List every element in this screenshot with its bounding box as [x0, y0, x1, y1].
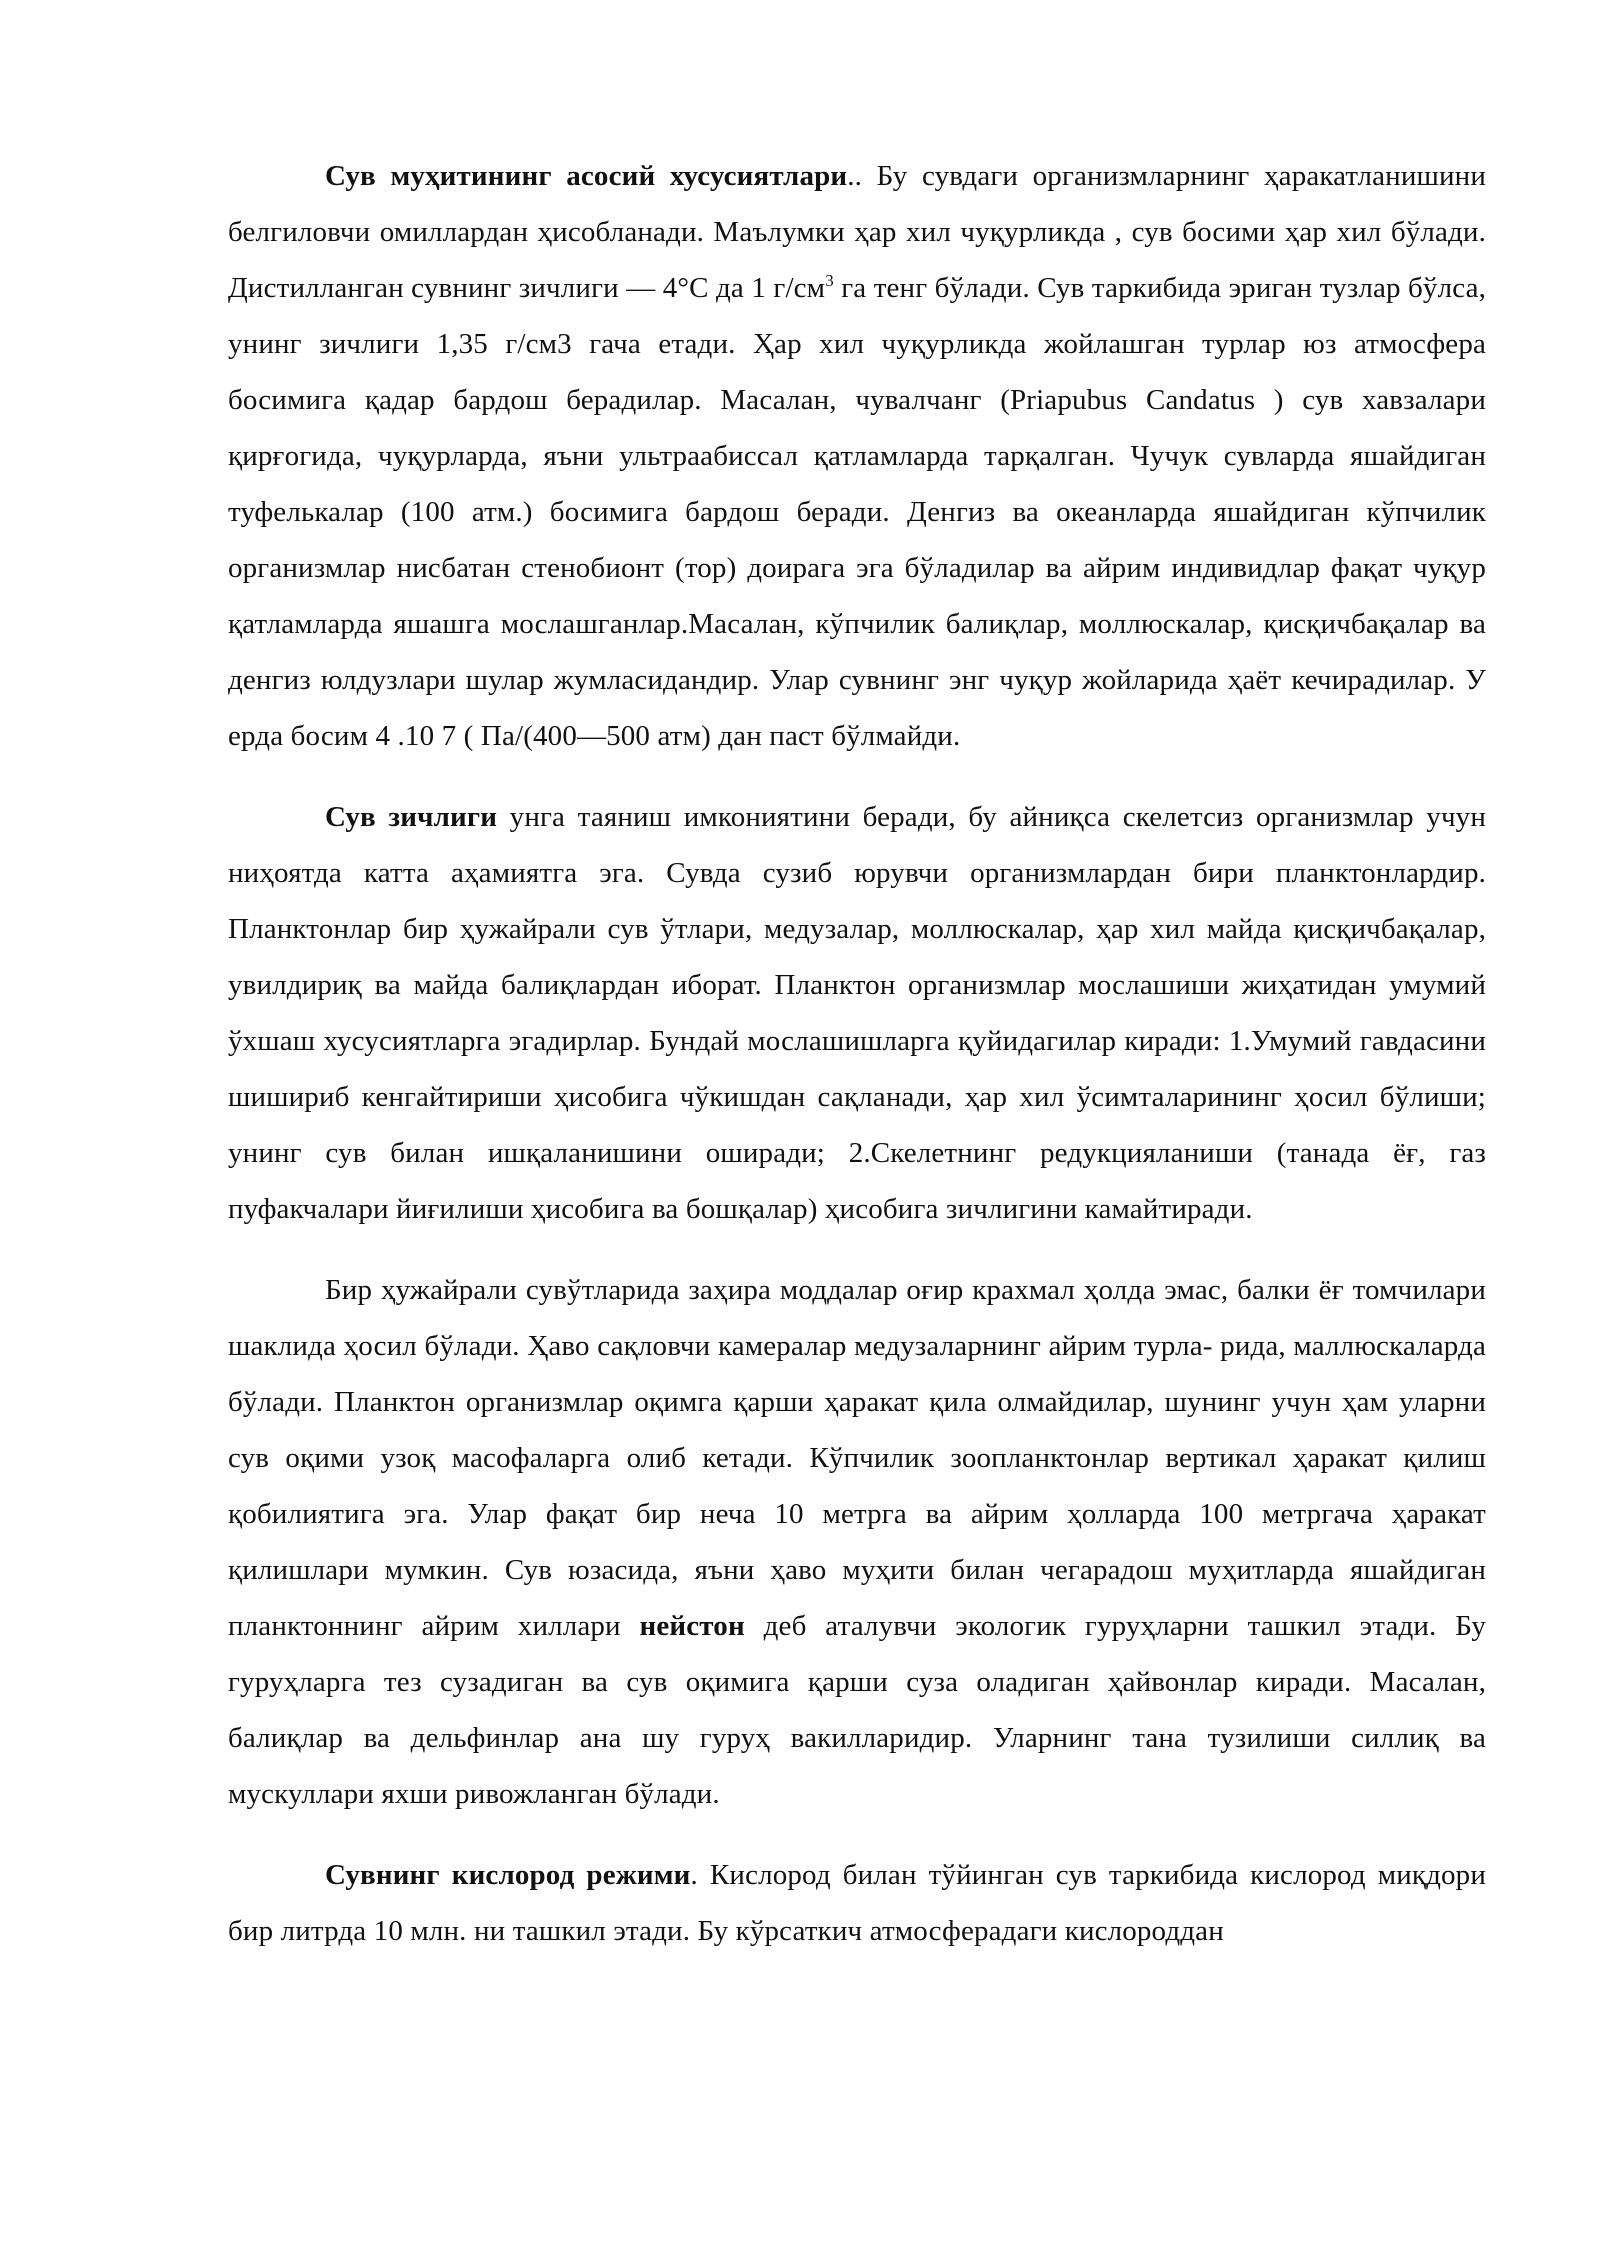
paragraph-text: га тенг бўлади. Сув таркибида эриган тузлар бўлса, унинг зичлиги 1,35 г/см3 гача етади. Ҳар хил чуқурликда жойлашган турлар юз атмосфера босимига қадар бардош берадилар. Масалан, чувалчанг (Priapubus Candatus ) сув хавзалари қирғогида, чуқурларда, яъни ультраабиссал қатламларда тарқалган. Чучук сувларда яшайдиган туфелькалар (100 атм.) босимига бардош беради. Денгиз ва океанларда яшайдиган кўпчилик организмлар нисбатан стенобионт (тор) доирага эга бўладилар ва айрим индивидлар фақат чуқур қатламларда яшашга мослашганлар.Масалан, кўпчилик балиқлар, моллюскалар, қисқичбақалар ва денгиз юлдузлари шулар жумласидандир. Улар сувнинг энг чуқур жойларида ҳаёт кечирадилар. У ерда босим 4 .10 7 ( Па/(400—500 атм) дан паст бўлмайди.	[228, 272, 1486, 752]
paragraph-oxygen-regime	[228, 1847, 1486, 1959]
superscript: 3	[825, 271, 834, 290]
heading-water-properties: Сув муҳитининг асосий хусусиятлари	[325, 160, 848, 192]
paragraph-unicellular-algae	[228, 1262, 1486, 1822]
paragraph-text: унга таяниш имкониятини беради, бу айниқса скелетсиз организмлар учун ниҳоятда катта аҳамиятга эга. Сувда сузиб юрувчи организмлардан бири планктонлардир. Планктонлар бир ҳужайрали сув ўтлари, медузалар, моллюскалар, ҳар хил майда қисқичбақалар, увилдириқ ва майда балиқлардан иборат. Планктон организмлар мослашиши жиҳатидан умумий ўхшаш хусусиятларга эгадирлар. Бундай мослашишларга қуйидагилар киради: 1.Умумий гавдасини шишириб кенгайтириши ҳисобига чўкишдан сақланади, ҳар хил ўсимталарининг ҳосил бўлиши; унинг сув билан ишқаланишини оширади; 2.Скелетнинг редукцияланиши (танада ёғ, газ пуфакчалари йиғилиши ҳисобига ва бошқалар) ҳисобига зичлигини камайтиради.	[228, 801, 1487, 1225]
heading-oxygen-regime: Сувнинг кислород режими	[325, 1859, 691, 1891]
paragraph-water-density	[228, 789, 1486, 1237]
paragraph-text: . Кислород билан тўйинган сув таркибида кислород миқдори бир литрда 10 млн. ни ташкил этади. Бу кўрсаткич атмосферадаги кислороддан	[228, 1859, 1486, 1947]
paragraph-text: .. Бу сувдаги организмларнинг ҳаракатланишини белгиловчи омиллардан ҳисобланади. Маълумки ҳар хил чуқурликда , сув босими ҳар хил бўлади. Дистилланган сувнинг зичлиги — 4°С да 1 г/см	[228, 160, 1487, 304]
paragraph-water-properties	[228, 148, 1486, 764]
paragraph-text: деб аталувчи экологик гуруҳларни ташкил этади. Бу гуруҳларга тез сузадиган ва сув оқимига қарши суза оладиган ҳайвонлар киради. Масалан, балиқлар ва дельфинлар ана шу гуруҳ вакилларидир. Уларнинг тана тузилиши силлиқ ва мускуллари яхши ривожланган бўлади.	[228, 1610, 1486, 1810]
paragraph-text: Бир ҳужайрали сувўтларида заҳира моддалар оғир крахмал ҳолда эмас, балки ёғ томчилари шаклида ҳосил бўлади. Ҳаво сақловчи камералар медузаларнинг айрим турла- рида, маллюскаларда бўлади. Планктон организмлар оқимга қарши ҳаракат қила олмайдилар, шунинг учун ҳам уларни сув оқими узоқ масофаларга олиб кетади. Кўпчилик зоопланктонлар вертикал ҳаракат қилиш қобилиятига эга. Улар фақат бир неча 10 метрга ва айрим ҳолларда 100 метргача ҳаракат қилишлари мумкин. Сув юзасида, яъни ҳаво муҳити билан чегарадош муҳитларда яшайдиган планктоннинг айрим хиллари	[228, 1274, 1486, 1642]
document-page	[228, 148, 1486, 1984]
heading-water-density: Сув зичлиги	[325, 801, 498, 833]
term-neuston: нейстон	[639, 1610, 745, 1642]
